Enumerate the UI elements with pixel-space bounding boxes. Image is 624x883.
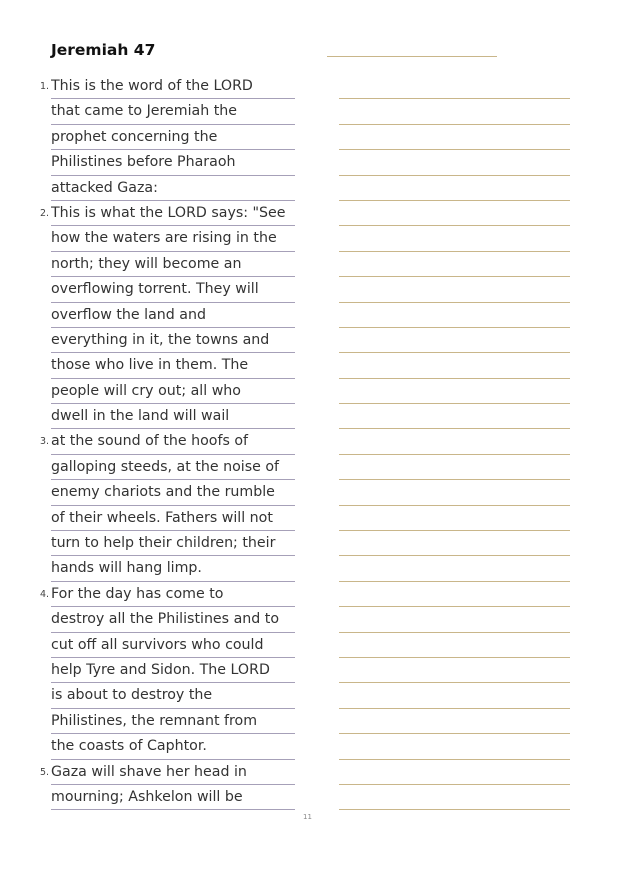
- scripture-line: [0, 480, 320, 505]
- writing-line[interactable]: [339, 74, 570, 99]
- verse-text: attacked Gaza:: [51, 176, 295, 201]
- writing-line[interactable]: [339, 176, 570, 201]
- writing-line[interactable]: [339, 201, 570, 226]
- verse-number: 5.: [40, 766, 50, 778]
- writing-line[interactable]: [339, 404, 570, 429]
- verse-text: everything in it, the towns and: [51, 328, 295, 353]
- scripture-text-column: [0, 74, 320, 810]
- scripture-line: [0, 379, 320, 404]
- scripture-line: [0, 785, 320, 810]
- writing-line[interactable]: [339, 429, 570, 454]
- verse-text: those who live in them. The: [51, 353, 295, 378]
- verse-text: Philistines before Pharaoh: [51, 150, 295, 175]
- scripture-line: [0, 658, 320, 683]
- verse-number: 3.: [40, 436, 50, 448]
- verse-text: help Tyre and Sidon. The LORD: [51, 658, 295, 683]
- name-writing-line[interactable]: [327, 56, 497, 57]
- verse-text: Philistines, the remnant from: [51, 709, 295, 734]
- writing-line[interactable]: [339, 709, 570, 734]
- scripture-line: [0, 734, 320, 759]
- scripture-line: [0, 328, 320, 353]
- writing-line[interactable]: [339, 277, 570, 302]
- verse-text: how the waters are rising in the: [51, 226, 295, 251]
- writing-line[interactable]: [339, 480, 570, 505]
- writing-line[interactable]: [339, 683, 570, 708]
- writing-line[interactable]: [339, 734, 570, 759]
- scripture-line: [0, 404, 320, 429]
- scripture-line: [0, 226, 320, 251]
- scripture-line: [0, 556, 320, 581]
- page-number: 11: [303, 813, 312, 821]
- verse-text: destroy all the Philistines and to: [51, 607, 295, 632]
- scripture-line: [0, 303, 320, 328]
- writing-line[interactable]: [339, 252, 570, 277]
- scripture-line: [0, 683, 320, 708]
- verse-text: hands will hang limp.: [51, 556, 295, 581]
- scripture-line: [0, 277, 320, 302]
- verse-text: north; they will become an: [51, 252, 295, 277]
- scripture-line: [0, 74, 320, 99]
- writing-line[interactable]: [339, 353, 570, 378]
- verse-text: This is what the LORD says: "See: [51, 201, 295, 226]
- writing-line[interactable]: [339, 785, 570, 810]
- writing-line[interactable]: [339, 226, 570, 251]
- writing-line[interactable]: [339, 99, 570, 124]
- verse-text: For the day has come to: [51, 582, 295, 607]
- verse-text: the coasts of Caphtor.: [51, 734, 295, 759]
- verse-text: turn to help their children; their: [51, 531, 295, 556]
- verse-text: people will cry out; all who: [51, 379, 295, 404]
- scripture-line: [0, 531, 320, 556]
- verse-text: overflow the land and: [51, 303, 295, 328]
- verse-text: dwell in the land will wail: [51, 404, 295, 429]
- scripture-line: [0, 709, 320, 734]
- verse-text: This is the word of the LORD: [51, 74, 295, 99]
- verse-text: prophet concerning the: [51, 125, 295, 150]
- verse-number: 4.: [40, 588, 50, 600]
- writing-line[interactable]: [339, 556, 570, 581]
- scripture-line: [0, 455, 320, 480]
- verse-text: galloping steeds, at the noise of: [51, 455, 295, 480]
- writing-line[interactable]: [339, 531, 570, 556]
- scripture-line: [0, 506, 320, 531]
- writing-line[interactable]: [339, 379, 570, 404]
- writing-line[interactable]: [339, 607, 570, 632]
- writing-line[interactable]: [339, 455, 570, 480]
- writing-line[interactable]: [339, 760, 570, 785]
- scripture-line: [0, 429, 320, 454]
- writing-line[interactable]: [339, 658, 570, 683]
- scripture-line: [0, 201, 320, 226]
- writing-line[interactable]: [339, 582, 570, 607]
- verse-text: cut off all survivors who could: [51, 633, 295, 658]
- verse-text: overflowing torrent. They will: [51, 277, 295, 302]
- scripture-line: [0, 353, 320, 378]
- page-title: Jeremiah 47: [51, 41, 156, 59]
- verse-number: 1.: [40, 81, 50, 92]
- verse-text: that came to Jeremiah the: [51, 99, 295, 124]
- scripture-line: [0, 125, 320, 150]
- writing-line[interactable]: [339, 506, 570, 531]
- verse-text: mourning; Ashkelon will be: [51, 785, 295, 810]
- writing-line[interactable]: [339, 150, 570, 175]
- scripture-line: [0, 607, 320, 632]
- verse-text: Gaza will shave her head in: [51, 760, 295, 785]
- writing-practice-column: [339, 74, 570, 810]
- writing-line[interactable]: [339, 125, 570, 150]
- scripture-line: [0, 760, 320, 785]
- verse-number: 2.: [40, 207, 50, 219]
- verse-text: enemy chariots and the rumble: [51, 480, 295, 505]
- scripture-line: [0, 176, 320, 201]
- writing-line[interactable]: [339, 633, 570, 658]
- verse-text: at the sound of the hoofs of: [51, 429, 295, 454]
- verse-text: of their wheels. Fathers will not: [51, 506, 295, 531]
- scripture-line: [0, 582, 320, 607]
- verse-text: is about to destroy the: [51, 683, 295, 708]
- writing-line[interactable]: [339, 328, 570, 353]
- scripture-line: [0, 150, 320, 175]
- scripture-line: [0, 633, 320, 658]
- scripture-line: [0, 99, 320, 124]
- scripture-line: [0, 252, 320, 277]
- writing-line[interactable]: [339, 303, 570, 328]
